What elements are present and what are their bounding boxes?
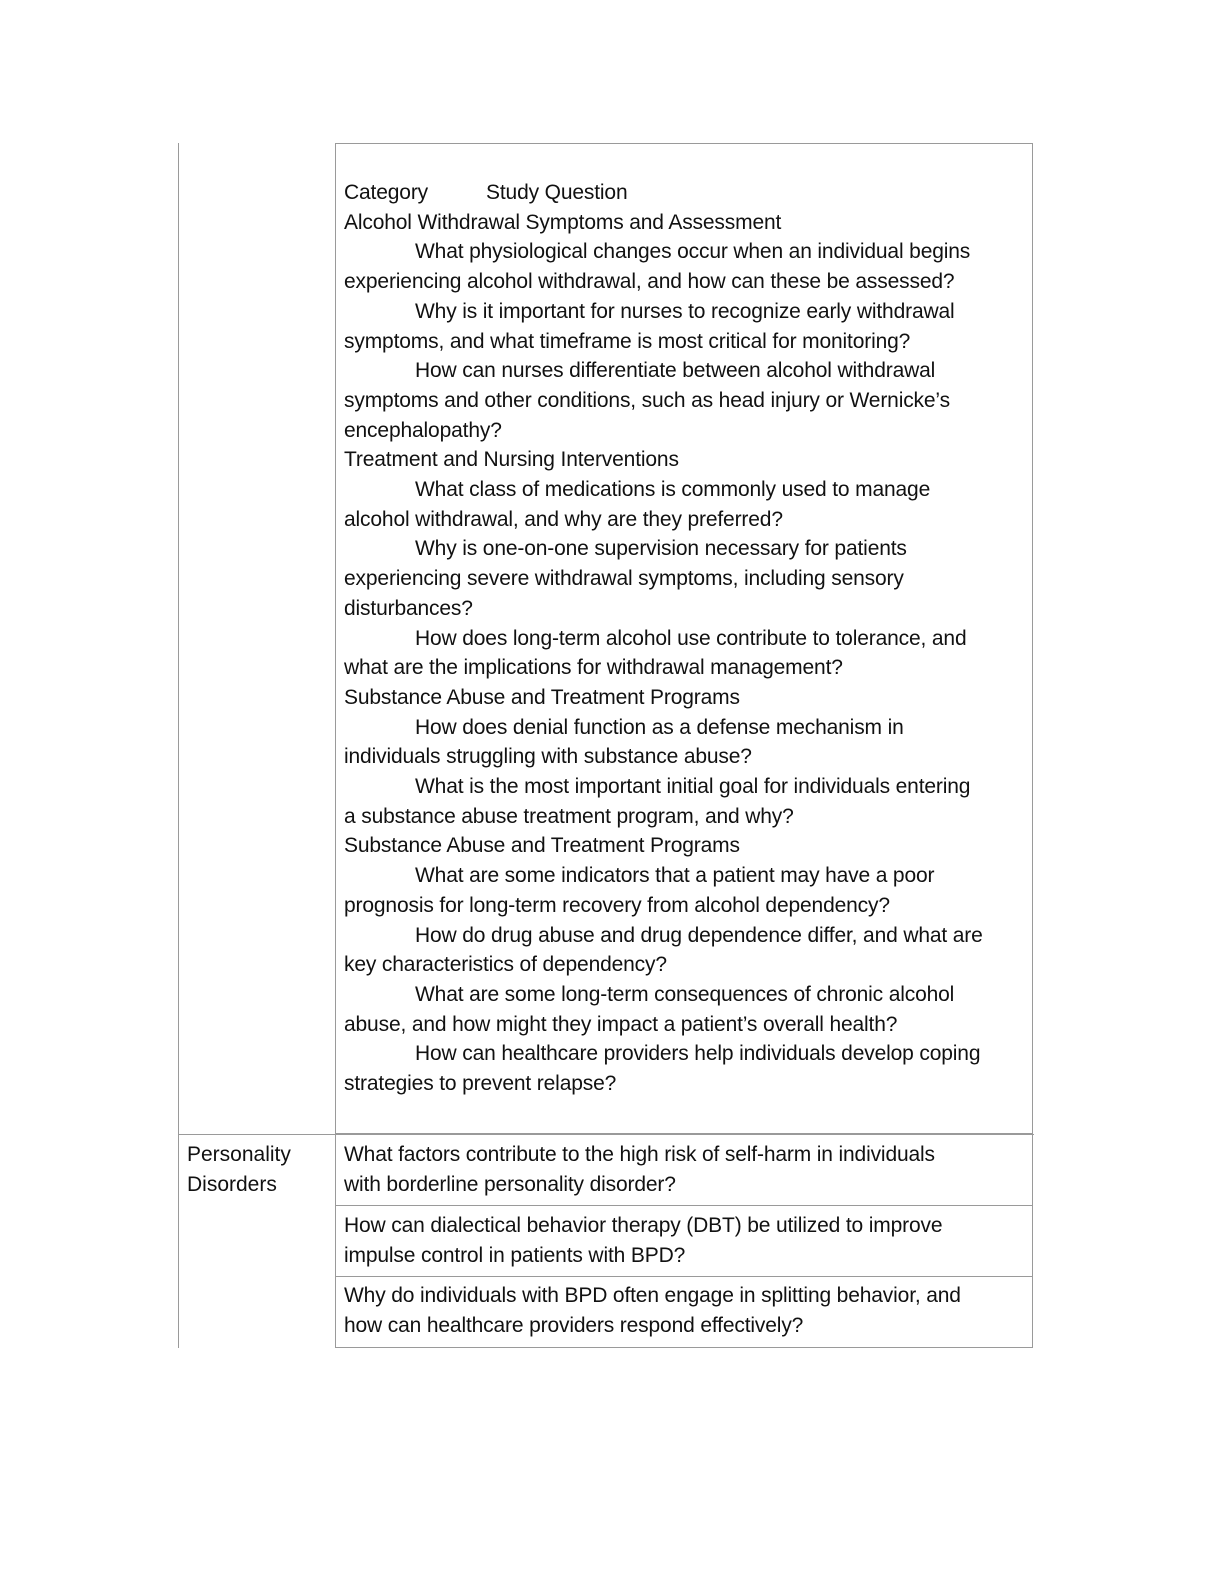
question-line: What factors contribute to the high risk of self-harm in individuals	[344, 1143, 935, 1166]
question-line: How can healthcare providers help individuals develop coping	[415, 1042, 981, 1066]
question-line: How does long-term alcohol use contribute to tolerance, and	[415, 626, 967, 650]
question-line: strategies to prevent relapse?	[344, 1072, 617, 1095]
section-heading: Alcohol Withdrawal Symptoms and Assessment	[344, 210, 782, 234]
question-line: how can healthcare providers respond effectively?	[344, 1313, 804, 1337]
question-line: a substance abuse treatment program, and why?	[344, 804, 794, 828]
question-line: What class of medications is commonly used to manage	[415, 478, 931, 501]
question-line: alcohol withdrawal, and why are they preferred?	[344, 507, 783, 531]
question-line: symptoms, and what timeframe is most critical for monitoring?	[344, 329, 911, 353]
question-line: with borderline personality disorder?	[344, 1172, 676, 1196]
question-line: what are the implications for withdrawal management?	[344, 656, 843, 680]
question-line: prognosis for long-term recovery from alcohol dependency?	[344, 893, 890, 917]
question-line: experiencing alcohol withdrawal, and how can these be assessed?	[344, 270, 955, 294]
header-category: Category	[344, 181, 429, 204]
question-line: abuse, and how might they impact a patient’s overall health?	[344, 1012, 898, 1036]
category-label-line: Disorders	[187, 1172, 277, 1196]
section-heading: Treatment and Nursing Interventions	[344, 448, 679, 472]
question-line: How can nurses differentiate between alcohol withdrawal	[415, 359, 936, 383]
header-study-question: Study Question	[486, 181, 628, 204]
question-line: Why is it important for nurses to recognize early withdrawal	[415, 299, 955, 323]
question-line: impulse control in patients with BPD?	[344, 1243, 686, 1267]
section-heading: Substance Abuse and Treatment Programs	[344, 834, 740, 858]
question-line: What are some indicators that a patient may have a poor	[415, 864, 935, 888]
question-line: What physiological changes occur when an individual begins	[415, 240, 971, 264]
section-heading: Substance Abuse and Treatment Programs	[344, 685, 740, 709]
question-line: How can dialectical behavior therapy (DBT) be utilized to improve	[344, 1214, 943, 1237]
question-line: How does denial function as a defense mechanism in	[415, 715, 904, 739]
question-line: Why is one-on-one supervision necessary for patients	[415, 537, 907, 561]
question-line: disturbances?	[344, 596, 473, 620]
question-line: encephalopathy?	[344, 418, 502, 442]
question-line: individuals struggling with substance abuse?	[344, 745, 752, 769]
question-line: How do drug abuse and drug dependence differ, and what are	[415, 923, 983, 947]
question-line: key characteristics of dependency?	[344, 953, 667, 977]
question-line: What is the most important initial goal for individuals entering	[415, 775, 971, 798]
question-line: What are some long-term consequences of chronic alcohol	[415, 982, 955, 1006]
table-left-border	[178, 143, 179, 1348]
question-line: Why do individuals with BPD often engage in splitting behavior, and	[344, 1284, 961, 1307]
question-line: symptoms and other conditions, such as head injury or Wernicke’s	[344, 388, 950, 412]
category-label-line: Personality	[187, 1143, 291, 1166]
question-line: experiencing severe withdrawal symptoms, including sensory	[344, 567, 904, 591]
